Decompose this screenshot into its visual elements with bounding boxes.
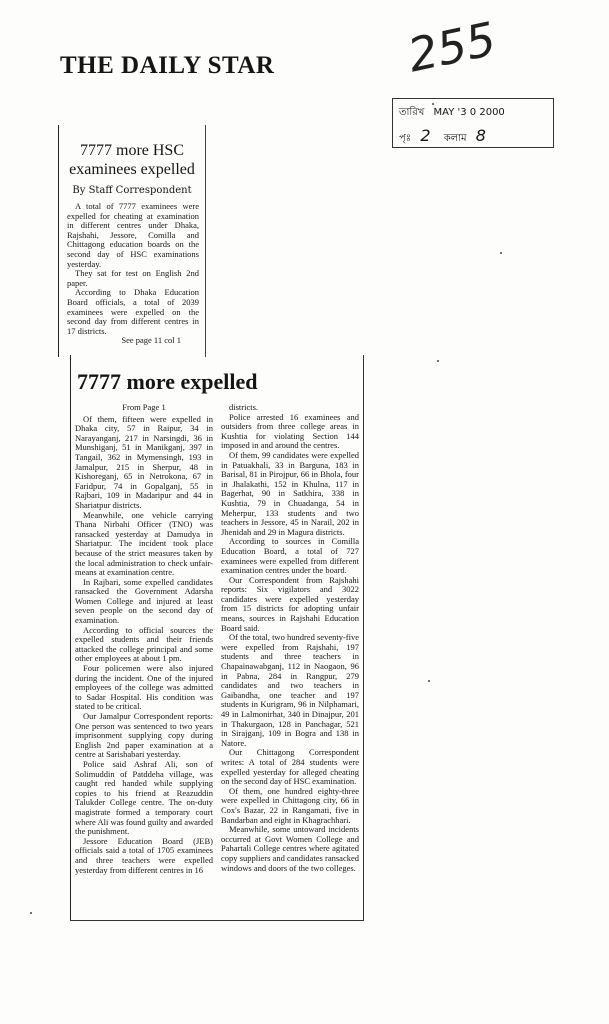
stamp-page-value: 2 — [420, 126, 431, 145]
stamp-date-row — [399, 105, 505, 122]
speck — [432, 103, 434, 105]
article-paragraph: Of the total, two hundred seventy-five were expelled from Rajshahi, 197 students and three teachers in Chapainawabganj, 112 in Naogaon, 96 in Pabna, 284 in Rangpur, 279 candidates and two teachers in Gaibandha, one teacher and 197 students in Kurigram, 96 in Nilphamari, 49 in Lalmonirhat, 340 in Dinajpur, 201 in Thakurgaon, 128 in Panchagar, 521 in Sirajganj, 109 in Bogra and 138 in Natore. — [221, 632, 359, 748]
speck — [30, 912, 32, 914]
article-paragraph: Police said Ashraf Ali, son of Solimuddin of Patddeha village, was caught red handed while supplying copies to his friend at Reazuddin Talukder College centre. The on-duty magistrate formed a temporary court where Ali was found guilty and awarded the punishment. — [75, 758, 213, 837]
clipping2-headline: 7777 more expelled — [77, 369, 258, 394]
continuation-clipping — [70, 355, 364, 921]
front-page-clipping — [58, 125, 206, 357]
article-paragraph: Of them, 99 candidates were expelled in Patuakhali, 33 in Barguna, 183 in Barisal, 81 in Pirojpur, 66 in Bhola, four in Jhalakathi, 152 in Khulna, 117 in Bagerhat, 90 in Satkhira, 338 in Kushtia, 79 in Chuadanga, 54 in Meherpur, 133 students and two teachers in Jessore, 45 in Narail, 202 in Jhenidah and 29 in Magura districts. — [221, 449, 359, 537]
stamp-date-label: তারিখ — [399, 107, 425, 118]
article-paragraph: districts. — [229, 402, 259, 412]
clipping2-columns — [75, 403, 359, 875]
clipping2-column-2 — [221, 403, 359, 875]
stamp-column-label: কলাম — [443, 133, 467, 144]
clipping2-column-1 — [75, 403, 213, 875]
clipping1-byline: By Staff Correspondent — [72, 185, 192, 196]
clipping1-headline: 7777 more HSC examinees expelled — [69, 142, 195, 178]
clipping1-paragraph: According to Dhaka Education Board officials, a total of 2039 examinees were expelled on the second day from different centres in 17 districts. — [67, 287, 199, 336]
article-paragraph: Meanwhile, some untoward incidents occurred at Govt Women College and Pahartali College centres where agitated copy suppliers and candidates ransacked windows and doors of the two colleges. — [221, 824, 359, 873]
speck — [500, 252, 502, 254]
article-paragraph: Our Jamalpur Correspondent reports: One person was sentenced to two years imprisonment supplying copy during English 2nd paper examination at a centre at Sarishabari yesterday. — [75, 711, 213, 760]
article-paragraph: In Rajbari, some expelled candidates ransacked the Government Adarsha Women College and injured at least seven people on the second day of examination. — [75, 576, 213, 626]
stamp-page-label: পৃঃ — [399, 133, 412, 144]
clipping1-continuation: See page 11 col 1 — [121, 335, 181, 346]
article-paragraph: Jessore Education Board (JEB) officials said a total of 1705 examinees and three teachers were expelled yesterday from different centres in 16 — [75, 835, 213, 875]
article-paragraph: Four policemen were also injured during the incident. One of the injured employees of the college was admitted to Sadar Hospital. His condition was stated to be critical. — [75, 663, 213, 712]
speck — [437, 360, 439, 362]
article-paragraph: According to sources in Comilla Education Board, a total of 727 examinees were expelled from different examination centres under the board. — [221, 536, 359, 576]
clipping1-paragraph: A total of 7777 examinees were expelled for cheating at examination in different centres under Dhaka, Rajshahi, Jessore, Comilla and Chittagong education boards on the second day of HSC examinations yesterday. — [67, 201, 199, 269]
article-paragraph: Of them, fifteen were expelled in Dhaka city, 57 in Raipur, 34 in Narayanganj, 217 in Narsingdi, 36 in Munshiganj, 51 in Manikganj, 397 in Tangail, 362 in Mymensingh, 193 in Jamalpur, 215 in Sherpur, 48 in Kishoreganj, 65 in Netrokona, 67 in Faridpur, 74 in Gopalganj, 55 in Rajbari, 109 in Madaripur and 44 in Shariatpur districts. — [75, 413, 213, 510]
handwritten-page-number: 255 — [403, 11, 501, 83]
stamp-column-value: 8 — [475, 126, 486, 145]
clipping-date-stamp — [392, 98, 554, 148]
clipping1-body — [67, 202, 199, 346]
clipping1-paragraph: They sat for test on English 2nd paper. — [67, 268, 199, 288]
article-paragraph: Our Correspondent from Rajshahi reports: Six vigilators and 3022 candidates were expelled yesterday from 15 districts for adopting unfair means, sources in Rajshahi Education Board said. — [221, 574, 359, 633]
article-paragraph: Our Chittagong Correspondent writes: A total of 284 students were expelled yesterday for alleged cheating on the second day of HSC examination. — [221, 747, 359, 787]
speck — [428, 680, 430, 682]
stamp-page-row — [399, 126, 486, 148]
article-paragraph: Police arrested 16 examinees and outsiders from three college areas in Kushtia for violating Section 144 imposed in and around the centres. — [221, 411, 359, 451]
article-paragraph: According to official sources the expelled students and their friends attacked the college principal and some other employees at about 1 pm. — [75, 624, 213, 664]
article-paragraph: Of them, one hundred eighty-three were expelled in Chittagong city, 66 in Cox's Bazar, 22 in Rangamati, five in Bandarban and eight in Khagrachhari. — [221, 785, 359, 825]
article-paragraph: Meanwhile, one vehicle carrying Thana Nirbahi Officer (TNO) was ransacked yesterday at Damudya in Shariatpur. The incident took place because of the strict measures taken by the local administration to check unfair-means at examination centre. — [75, 509, 213, 578]
clipping2-from-page: From Page 1 — [122, 402, 166, 412]
newspaper-masthead: THE DAILY STAR — [60, 52, 275, 79]
stamp-date-value: MAY '3 0 2000 — [433, 107, 505, 118]
